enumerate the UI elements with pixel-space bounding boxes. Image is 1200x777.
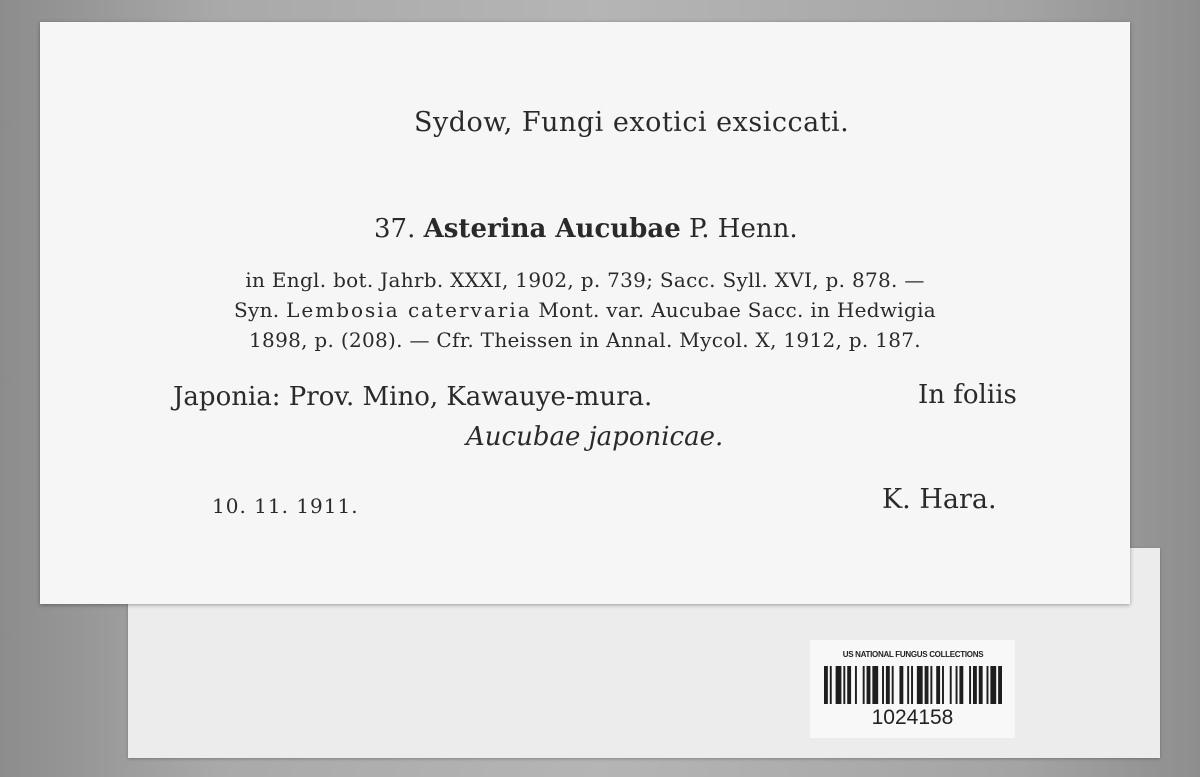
species-author: P. Henn.: [689, 214, 798, 244]
barcode-label: [810, 640, 1015, 738]
citation-line-2: [40, 298, 1130, 322]
synonym-prefix: Syn.: [233, 298, 280, 322]
species-heading: [374, 214, 798, 244]
synonym-name: Lembosia catervaria: [286, 298, 532, 322]
citation-line-1: in Engl. bot. Jahrb. XXXI, 1902, p. 739; Sacc. Syll. XVI, p. 878. —: [245, 268, 925, 292]
host-prefix: In foliis: [918, 380, 1017, 410]
citation-line-3: 1898, p. (208). — Cfr. Theissen in Annal. Mycol. X, 1912, p. 187.: [249, 328, 921, 352]
synonym-rest: Mont. var. Aucubae Sacc. in Hedwigia: [538, 298, 936, 322]
barcode-image: [824, 666, 1002, 704]
barcode-number: 1024158: [871, 706, 954, 729]
collection-date: 10. 11. 1911.: [212, 494, 359, 518]
collector-name: K. Hara.: [882, 484, 997, 515]
barcode-header: US NATIONAL FUNGUS COLLECTIONS: [842, 650, 984, 659]
locality: Japonia: Prov. Mino, Kawauye-mura.: [173, 382, 653, 412]
species-number: 37.: [374, 214, 416, 244]
collection-title: Sydow, Fungi exotici exsiccati.: [414, 107, 850, 138]
specimen-label: [40, 22, 1130, 604]
host-name: Aucubae japonicae.: [466, 422, 724, 452]
species-name: Asterina Aucubae: [423, 214, 681, 244]
